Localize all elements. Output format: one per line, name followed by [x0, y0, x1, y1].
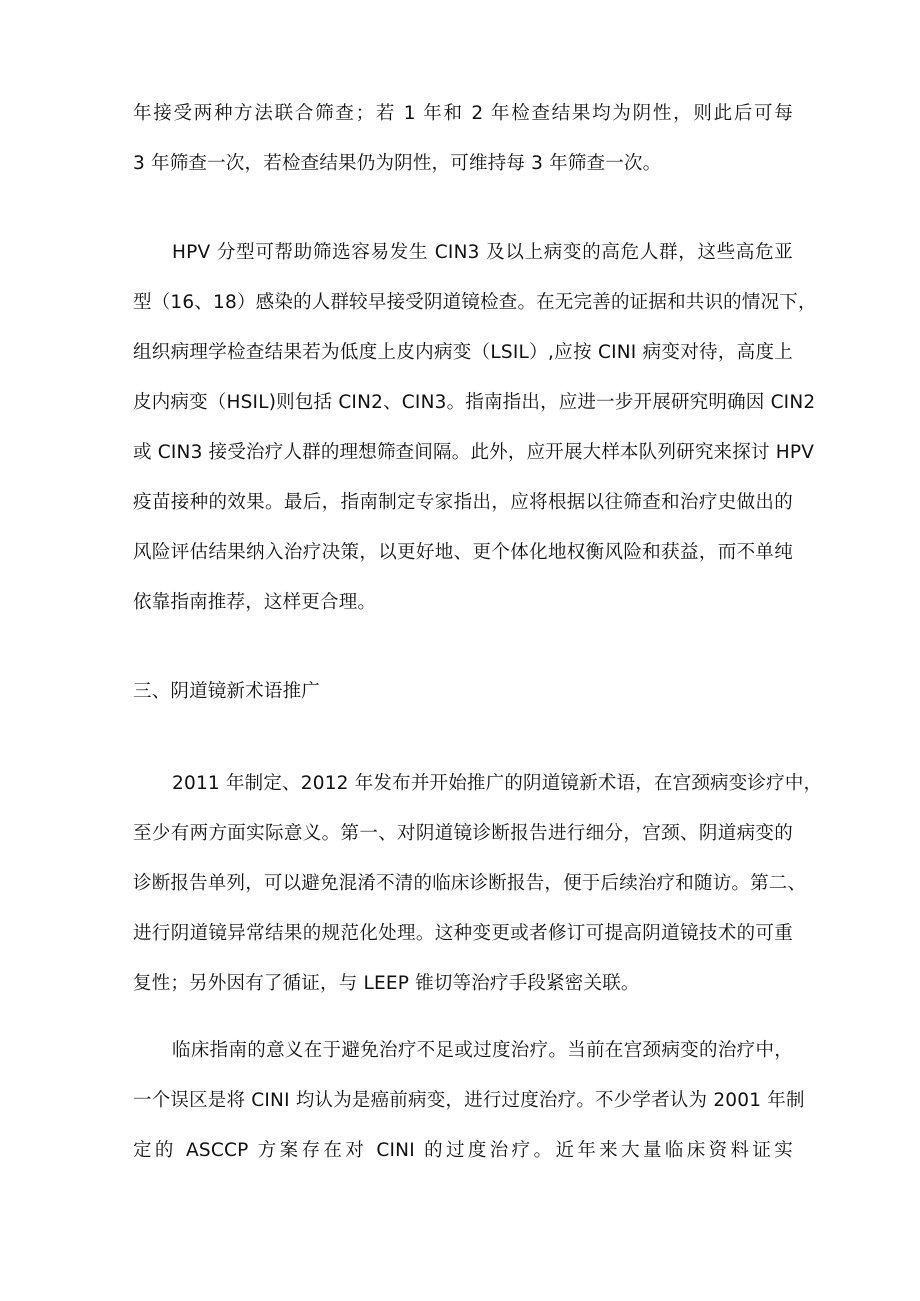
- paragraph-2-line-5: 或 CIN3 接受治疗人群的理想筛查间隔。此外，应开展大样本队列研究来探讨 HPV: [133, 442, 815, 463]
- paragraph-3-line-2: 至少有两方面实际意义。第一、对阴道镜诊断报告进行细分，宫颈、阴道病变的: [133, 823, 793, 844]
- paragraph-2-line-2: 型（16、18）感染的人群较早接受阴道镜检查。在无完善的证据和共识的情况下，: [133, 292, 817, 313]
- paragraph-3-line-4: 进行阴道镜异常结果的规范化处理。这种变更或者修订可提高阴道镜技术的可重: [133, 923, 793, 944]
- paragraph-4-line-1: 临床指南的意义在于避免治疗不足或过度治疗。当前在宫颈病变的治疗中，: [172, 1040, 793, 1061]
- paragraph-4-line-3: 定的 ASCCP 方案存在对 CINI 的过度治疗。近年来大量临床资料证实: [133, 1140, 793, 1161]
- paragraph-2-line-4: 皮内病变（HSIL)则包括 CIN2、CIN3。指南指出，应进一步开展研究明确因 CIN2: [133, 392, 816, 413]
- section-heading: 三、阴道镜新术语推广: [133, 681, 321, 702]
- paragraph-3-line-5: 复性；另外因有了循证，与 LEEP 锥切等治疗手段紧密关联。: [133, 973, 640, 994]
- paragraph-2-line-7: 风险评估结果纳入治疗决策，以更好地、更个体化地权衡风险和获益，而不单纯: [133, 542, 793, 563]
- paragraph-2-line-3: 组织病理学检查结果若为低度上皮内病变（LSIL）,应按 CINI 病变对待，高度上: [133, 342, 793, 363]
- paragraph-2-line-6: 疫苗接种的效果。最后，指南制定专家指出，应将根据以往筛查和治疗史做出的: [133, 492, 793, 513]
- paragraph-2-line-8: 依靠指南推荐，这样更合理。: [133, 592, 377, 613]
- paragraph-1-line-1: 年接受两种方法联合筛查；若 1 年和 2 年检查结果均为阴性，则此后可每: [133, 103, 793, 124]
- paragraph-1-line-2: 3 年筛查一次，若检查结果仍为阴性，可维持每 3 年筛查一次。: [133, 153, 662, 174]
- paragraph-4-line-2: 一个误区是将 CINI 均认为是癌前病变，进行过度治疗。不少学者认为 2001 年制: [133, 1090, 805, 1111]
- paragraph-3-line-3: 诊断报告单列，可以避免混淆不清的临床诊断报告，便于后续治疗和随访。第二、: [133, 873, 807, 894]
- paragraph-2-line-1: HPV 分型可帮助筛选容易发生 CIN3 及以上病变的高危人群，这些高危亚: [172, 242, 793, 263]
- paragraph-3-line-1: 2011 年制定、2012 年发布并开始推广的阴道镜新术语，在宫颈病变诊疗中，: [172, 773, 823, 794]
